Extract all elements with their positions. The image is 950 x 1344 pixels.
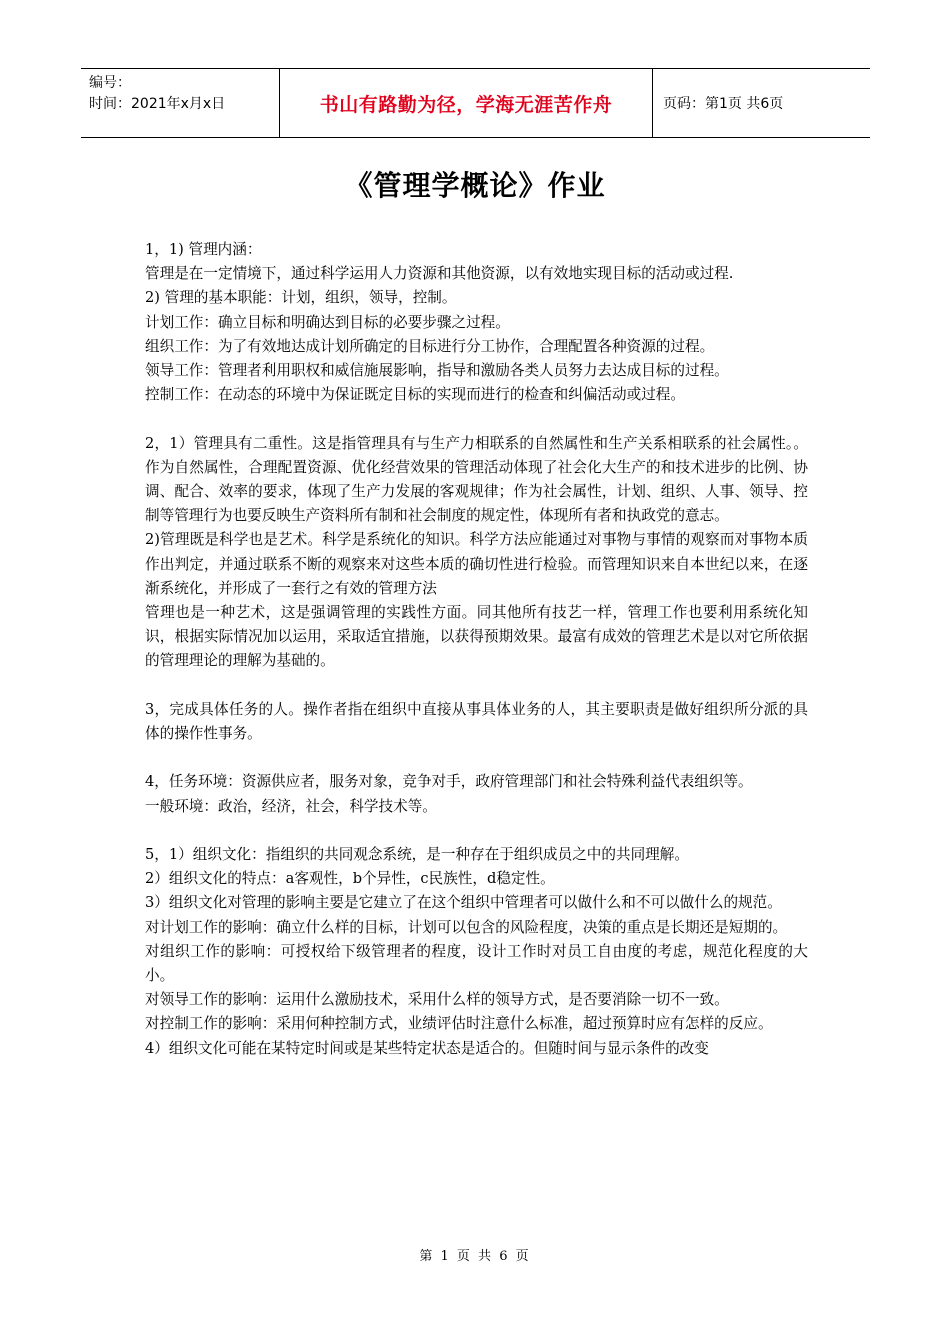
paragraph-gap	[145, 746, 808, 770]
paragraph: 4，任务环境：资源供应者，服务对象，竞争对手，政府管理部门和社会特殊利益代表组织等。	[145, 773, 753, 791]
paragraph: 一般环境：政治，经济，社会，科学技术等。	[145, 797, 437, 815]
paragraph: 计划工作：确立目标和明确达到目标的必要步骤之过程。	[145, 313, 510, 331]
paragraph: 对计划工作的影响：确立什么样的目标，计划可以包含的风险程度，决策的重点是长期还是短期的。	[145, 918, 788, 936]
paragraph: 3）组织文化对管理的影响主要是它建立了在这个组织中管理者可以做什么和不可以做什么的规范。	[145, 894, 782, 912]
header-info-cell	[81, 69, 280, 137]
paragraph: 领导工作：管理者利用职权和威信施展影响，指导和激励各类人员努力去达成目标的过程。	[145, 362, 729, 380]
paragraph-gap	[145, 674, 808, 698]
paragraph: 对组织工作的影响：可授权给下级管理者的程度，设计工作时对员工自由度的考虑，规范化程度的大小。	[145, 942, 808, 985]
paragraph: 1，1) 管理内涵：	[145, 241, 262, 258]
paragraph: 管理也是一种艺术，这是强调管理的实践性方面。同其他所有技艺一样，管理工作也要利用系统化知识，根据实际情况加以运用，采取适宜措施，以获得预期效果。最富有成效的管理艺术是以对它所依据的管理理论的理解为基础的。	[145, 604, 808, 670]
paragraph: 管理是在一定情境下，通过科学运用人力资源和其他资源，以有效地实现目标的活动或过程.	[145, 265, 734, 283]
number-label: 编号：	[89, 75, 131, 91]
paragraph: 4）组织文化可能在某特定时间或是某些特定状态是适合的。但随时间与显示条件的改变	[145, 1039, 709, 1057]
paragraph: 3，完成具体任务的人。操作者指在组织中直接从事具体业务的人，其主要职责是做好组织所分派的具体的操作性事务。	[145, 700, 808, 743]
page-label: 页码：第1页 共6页	[663, 96, 784, 112]
paragraph: 组织工作：为了有效地达成计划所确定的目标进行分工协作，合理配置各种资源的过程。	[145, 337, 715, 355]
paragraph: 对领导工作的影响：运用什么激励技术，采用什么样的领导方式，是否要消除一切不一致。	[145, 991, 729, 1009]
paragraph: 2，1）管理具有二重性。这是指管理具有与生产力相联系的自然属性和生产关系相联系的社会属性。。作为自然属性，合理配置资源、优化经营效果的管理活动体现了社会化大生产的和技术进步的比例、协调、配合、效率的要求，体现了生产力发展的客观规律；作为社会属性，计划、组织、人事、领导、控制等管理行为也要反映生产资料所有制和社会制度的规定性，体现所有者和执政党的意志。	[145, 434, 808, 525]
paragraph: 对控制工作的影响：采用何种控制方式，业绩评估时注意什么标准，超过预算时应有怎样的反应。	[145, 1015, 773, 1033]
motto-text: 书山有路勤为径，学海无涯苦作舟	[319, 93, 613, 116]
paragraph-gap	[145, 819, 808, 843]
paragraph-gap	[145, 407, 808, 431]
header-page-cell	[653, 69, 870, 137]
paragraph: 2) 管理的基本职能：计划，组织，领导，控制。	[145, 289, 457, 307]
header-motto-cell	[280, 69, 653, 137]
time-label: 时间：2021年x月x日	[89, 96, 226, 112]
paragraph: 5，1）组织文化：指组织的共同观念系统，是一种存在于组织成员之中的共同理解。	[145, 846, 689, 864]
page-footer: 第 1 页 共 6 页	[419, 1249, 531, 1264]
header-table	[81, 68, 870, 138]
paragraph: 2）组织文化的特点：a客观性，b个异性，c民族性，d稳定性。	[145, 870, 555, 888]
document-title: 《管理学概论》作业	[344, 169, 606, 202]
paragraph: 2)管理既是科学也是艺术。科学是系统化的知识。科学方法应能通过对事物与事情的观察而对事物本质作出判定，并通过联系不断的观察来对这些本质的确切性进行检验。而管理知识来自本世纪以来，在逐渐系统化，并形成了一套行之有效的管理方法	[145, 531, 808, 597]
paragraph: 控制工作：在动态的环境中为保证既定目标的实现而进行的检查和纠偏活动或过程。	[145, 386, 685, 404]
document-body	[145, 238, 808, 1061]
